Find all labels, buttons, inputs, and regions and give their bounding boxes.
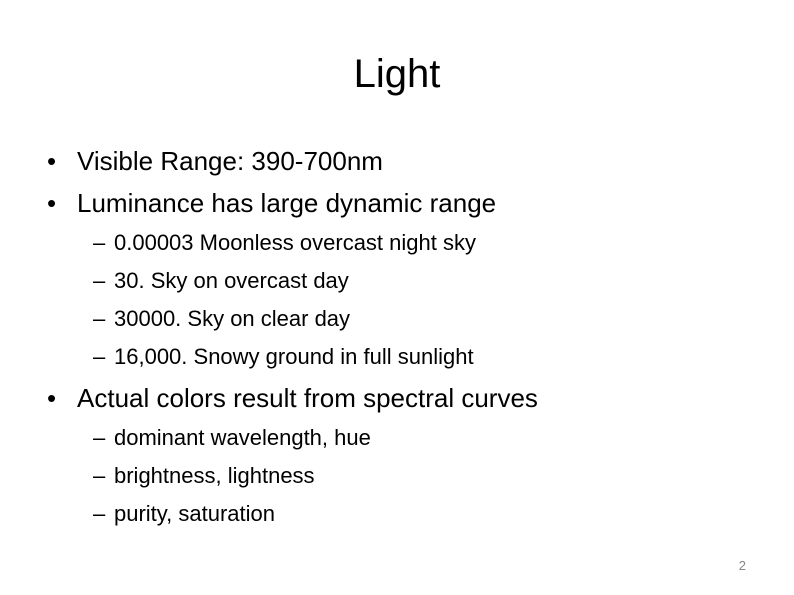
sub-bullet-item [93, 266, 349, 296]
bullet-text: Luminance has large dynamic range [77, 188, 497, 218]
bullet-marker: • [47, 383, 57, 413]
bullet-marker: • [47, 188, 57, 218]
bullet-text: Actual colors result from spectral curves [77, 383, 538, 413]
slide-title: Light [353, 52, 441, 96]
sub-bullet-item [93, 461, 315, 491]
sub-bullet-item [93, 304, 351, 334]
sub-bullet-text: 30. Sky on overcast day [114, 268, 349, 293]
sub-bullet-item [93, 499, 276, 529]
sub-bullet-text: dominant wavelength, hue [114, 425, 371, 450]
sub-bullet-item [93, 342, 474, 372]
bullet-marker: • [47, 146, 57, 176]
bullet-item [47, 144, 383, 178]
bullet-text: Visible Range: 390-700nm [77, 146, 383, 176]
sub-bullet-marker: – [93, 306, 106, 331]
sub-bullet-marker: – [93, 344, 106, 369]
sub-bullet-marker: – [93, 501, 106, 526]
bullet-item [47, 186, 497, 220]
sub-bullet-marker: – [93, 463, 106, 488]
sub-bullet-marker: – [93, 230, 106, 255]
sub-bullet-text: 16,000. Snowy ground in full sunlight [114, 344, 474, 369]
sub-bullet-marker: – [93, 425, 106, 450]
sub-bullet-text: 30000. Sky on clear day [114, 306, 351, 331]
sub-bullet-text: purity, saturation [114, 501, 276, 526]
bullet-item [47, 381, 538, 415]
sub-bullet-item [93, 228, 476, 258]
sub-bullet-item [93, 423, 371, 453]
sub-bullet-text: 0.00003 Moonless overcast night sky [114, 230, 476, 255]
page-number: 2 [738, 558, 746, 573]
sub-bullet-text: brightness, lightness [114, 463, 315, 488]
sub-bullet-marker: – [93, 268, 106, 293]
